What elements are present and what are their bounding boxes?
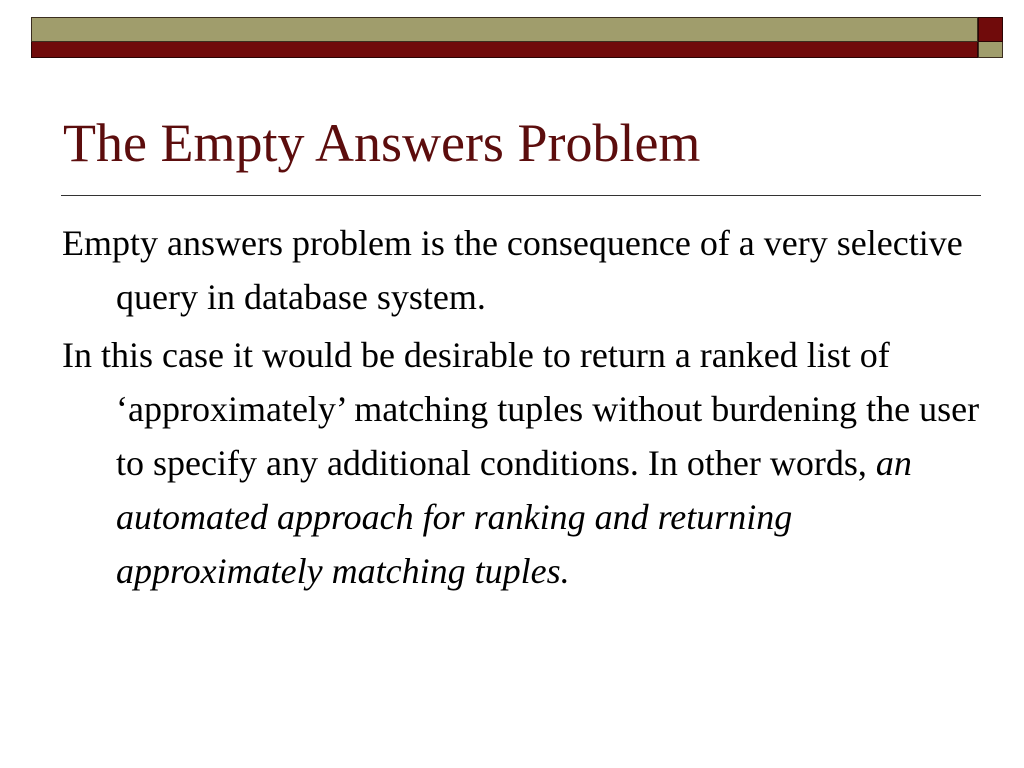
header-bar-maroon — [31, 42, 978, 58]
paragraph-2-emphasis: an automated approach for ranking and returning approximately matching tuples. — [116, 443, 912, 591]
slide-title: The Empty Answers Problem — [63, 113, 701, 173]
header-bar-olive — [31, 17, 978, 42]
paragraph-2-text: In this case it would be desirable to return a ranked list of ‘approximately’ matching tuples without burdening the user to specify any additional conditions. In other words, — [62, 335, 980, 483]
title-divider — [61, 195, 981, 196]
header-square-olive — [978, 42, 1003, 58]
paragraph-2 — [62, 328, 982, 598]
paragraph-1 — [62, 216, 982, 324]
slide-body — [62, 216, 982, 602]
header-square-maroon — [978, 17, 1003, 42]
paragraph-1-text: Empty answers problem is the consequence of a very selective query in database system. — [62, 223, 963, 317]
